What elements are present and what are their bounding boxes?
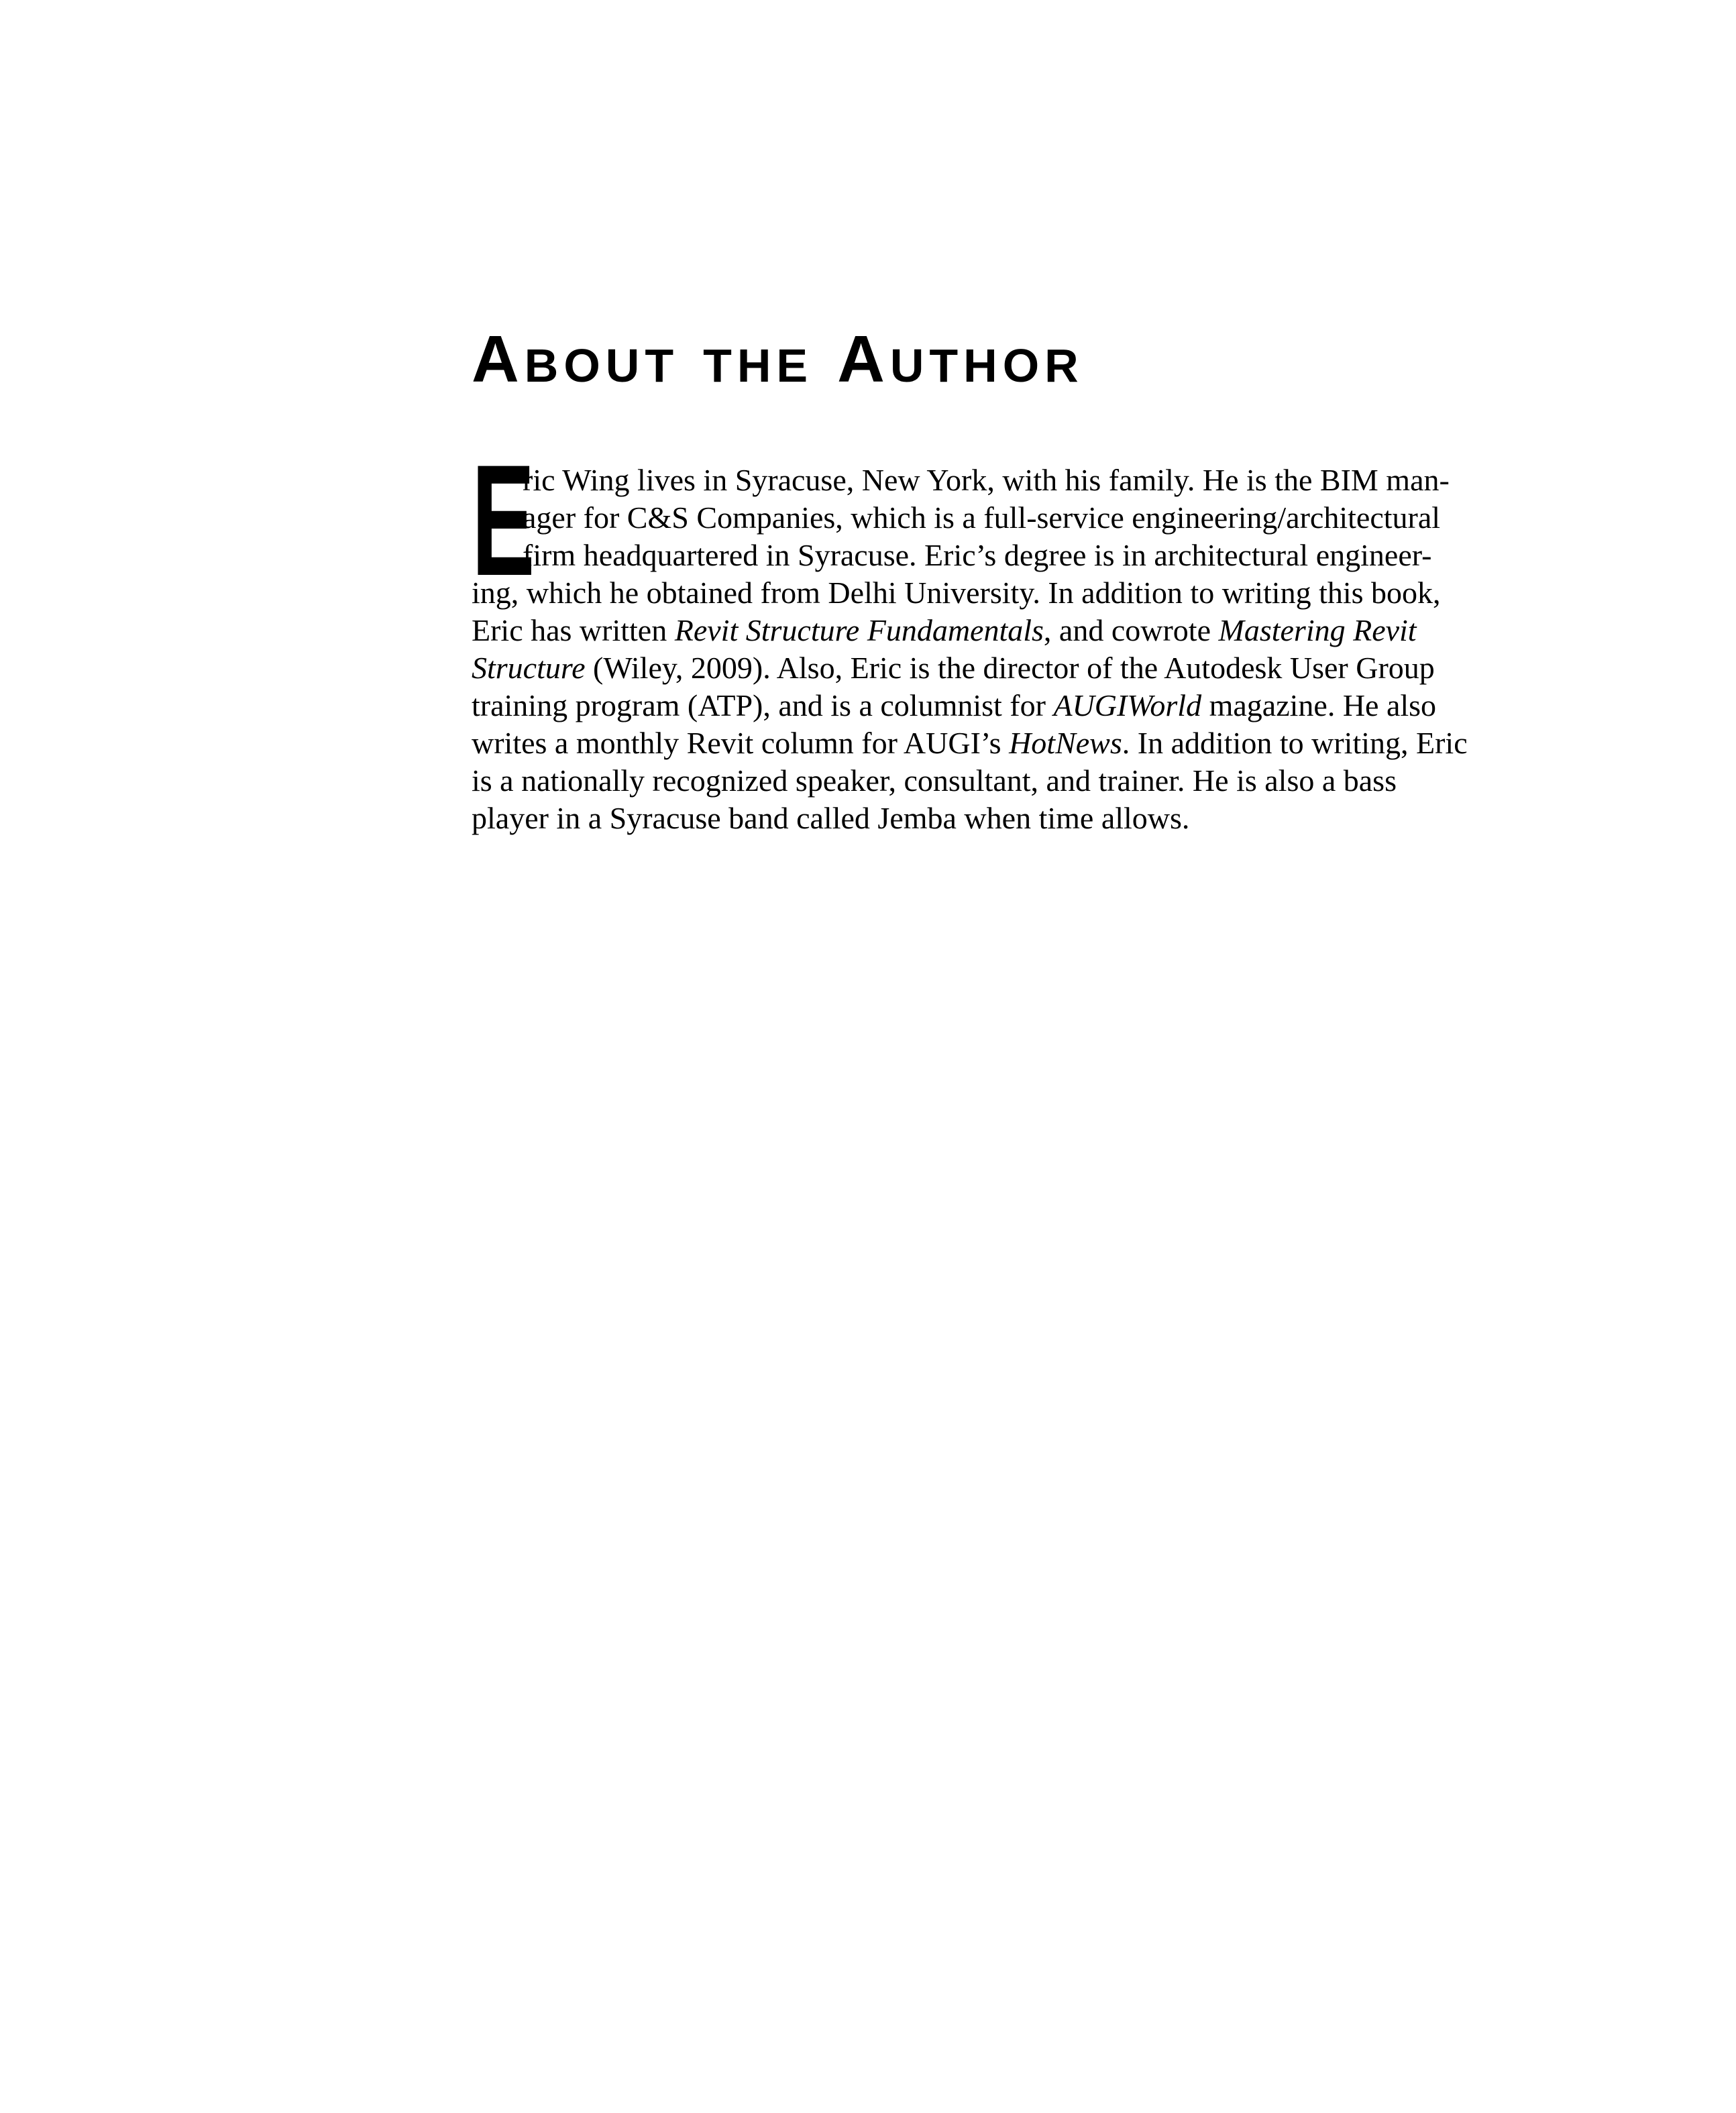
book-title-structure: Structure: [472, 651, 586, 685]
title-word-the: THE: [703, 339, 814, 392]
bio-line-7: [472, 687, 1436, 724]
bio-line-10: player in a Syracuse band called Jemba when time allows.: [472, 801, 1190, 835]
bio-line-9: is a nationally recognized speaker, consultant, and trainer. He is also a bass: [472, 763, 1397, 798]
bio-text: training program (ATP), and is a columnist for: [472, 688, 1054, 722]
drop-cap: E: [472, 432, 535, 609]
bio-line-8: [472, 724, 1468, 762]
bio-text: (Wiley, 2009). Also, Eric is the director of the Autodesk User Group: [585, 651, 1435, 685]
bio-line-5: [472, 612, 1417, 649]
bio-text: writes a monthly Revit column for AUGI’s: [472, 726, 1010, 760]
title-initial-a: A: [472, 322, 525, 396]
bio-line-2: ager for C&S Companies, which is a full-service engineering/architectural: [523, 500, 1441, 535]
bio-text: , and cowrote: [1043, 613, 1219, 647]
title-word-author-rest: UTHOR: [889, 339, 1084, 392]
bio-text: Eric has written: [472, 613, 675, 647]
bio-text: magazine. He also: [1201, 688, 1437, 722]
bio-line-4: ing, which he obtained from Delhi University. In addition to writing this book,: [472, 576, 1441, 610]
bio-line-3: firm headquartered in Syracuse. Eric’s degree is in architectural engineer-: [523, 538, 1432, 572]
book-title-revit-structure-fundamentals: Revit Structure Fundamentals: [674, 613, 1044, 647]
page-title: [472, 322, 1084, 398]
title-word-about-rest: BOUT: [524, 339, 680, 392]
publication-title-hotnews: HotNews: [1009, 726, 1122, 760]
bio-line-6: [472, 649, 1435, 687]
book-title-mastering-revit: Mastering Revit: [1218, 613, 1417, 647]
magazine-title-augiworld: AUGIWorld: [1053, 688, 1202, 722]
bio-text: . In addition to writing, Eric: [1122, 726, 1468, 760]
title-initial-a-second: A: [837, 322, 890, 396]
bio-line-1: ric Wing lives in Syracuse, New York, with his family. He is the BIM man-: [523, 463, 1450, 497]
